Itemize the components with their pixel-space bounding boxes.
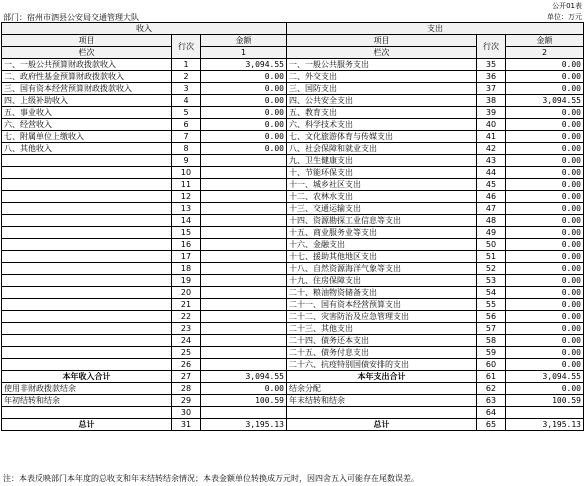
expense-amount: 0.00 bbox=[506, 191, 584, 203]
unit-label: 单位：万元 bbox=[547, 13, 582, 21]
expense-line-number: 54 bbox=[477, 287, 506, 299]
expense-line-number: 49 bbox=[477, 227, 506, 239]
income-line-number: 15 bbox=[172, 227, 201, 239]
expense-item: 二十六、抗疫特别国债安排的支出 bbox=[287, 359, 477, 371]
income-line-number: 28 bbox=[172, 383, 201, 395]
expense-item: 十六、金融支出 bbox=[287, 239, 477, 251]
expense-item: 十九、住房保障支出 bbox=[287, 275, 477, 287]
income-line-number: 25 bbox=[172, 347, 201, 359]
table-row bbox=[2, 71, 584, 83]
table-row bbox=[2, 263, 584, 275]
expense-line-number: 44 bbox=[477, 167, 506, 179]
income-line-number: 27 bbox=[172, 371, 201, 383]
income-line-header: 行次 bbox=[172, 35, 201, 59]
income-item bbox=[2, 191, 172, 203]
expense-line-number: 43 bbox=[477, 155, 506, 167]
expense-line-number: 53 bbox=[477, 275, 506, 287]
table-row bbox=[2, 299, 584, 311]
income-item bbox=[2, 227, 172, 239]
table-row bbox=[2, 311, 584, 323]
expense-item: 五、教育支出 bbox=[287, 107, 477, 119]
income-amount bbox=[201, 203, 287, 215]
income-line-number: 11 bbox=[172, 179, 201, 191]
expense-line-number: 64 bbox=[477, 407, 506, 419]
income-line-number: 31 bbox=[172, 419, 201, 431]
expense-item: 八、社会保障和就业支出 bbox=[287, 143, 477, 155]
income-line-number: 26 bbox=[172, 359, 201, 371]
total-row bbox=[2, 407, 584, 419]
income-item: 七、附属单位上缴收入 bbox=[2, 131, 172, 143]
table-row bbox=[2, 335, 584, 347]
expense-item: 三、国防支出 bbox=[287, 83, 477, 95]
expense-amount: 0.00 bbox=[506, 83, 584, 95]
table-row bbox=[2, 227, 584, 239]
table-row bbox=[2, 359, 584, 371]
expense-item: 六、科学技术支出 bbox=[287, 119, 477, 131]
table-row bbox=[2, 167, 584, 179]
income-item: 三、国有资本经营预算财政拨款收入 bbox=[2, 83, 172, 95]
income-item bbox=[2, 275, 172, 287]
expense-line-number: 50 bbox=[477, 239, 506, 251]
expense-line-number: 47 bbox=[477, 203, 506, 215]
expense-item: 七、文化旅游体育与传媒支出 bbox=[287, 131, 477, 143]
income-item: 六、经营收入 bbox=[2, 119, 172, 131]
expense-line-number: 51 bbox=[477, 251, 506, 263]
table-row bbox=[2, 107, 584, 119]
income-total-label: 使用非财政拨款结余 bbox=[2, 383, 172, 395]
income-amount bbox=[201, 299, 287, 311]
table-row bbox=[2, 95, 584, 107]
expense-column-number: 2 bbox=[506, 47, 584, 59]
income-item: 五、事业收入 bbox=[2, 107, 172, 119]
table-row bbox=[2, 59, 584, 71]
income-line-number: 24 bbox=[172, 335, 201, 347]
header-row-section bbox=[2, 23, 584, 35]
income-line-number: 22 bbox=[172, 311, 201, 323]
income-amount bbox=[201, 275, 287, 287]
expense-item: 四、公共安全支出 bbox=[287, 95, 477, 107]
income-amount bbox=[201, 155, 287, 167]
expense-item: 二十一、国有资本经营预算支出 bbox=[287, 299, 477, 311]
expense-amount: 0.00 bbox=[506, 203, 584, 215]
table-row bbox=[2, 143, 584, 155]
income-item bbox=[2, 215, 172, 227]
income-amount bbox=[201, 227, 287, 239]
expense-item: 二十四、债务还本支出 bbox=[287, 335, 477, 347]
expense-amount: 0.00 bbox=[506, 119, 584, 131]
expense-line-number: 62 bbox=[477, 383, 506, 395]
expense-total-label: 年末结转和结余 bbox=[287, 395, 477, 407]
expense-amount: 0.00 bbox=[506, 227, 584, 239]
table-row bbox=[2, 215, 584, 227]
expense-line-number: 36 bbox=[477, 71, 506, 83]
income-amount: 0.00 bbox=[201, 95, 287, 107]
expense-item: 十五、商业服务业等支出 bbox=[287, 227, 477, 239]
expense-total-label: 总计 bbox=[287, 419, 477, 431]
expense-total-amount bbox=[506, 407, 584, 419]
income-item: 一、一般公共预算财政拨款收入 bbox=[2, 59, 172, 71]
expense-amount: 0.00 bbox=[506, 275, 584, 287]
income-line-number: 2 bbox=[172, 71, 201, 83]
income-item bbox=[2, 287, 172, 299]
expense-header: 支出 bbox=[287, 23, 584, 35]
expense-line-number: 41 bbox=[477, 131, 506, 143]
expense-line-number: 48 bbox=[477, 215, 506, 227]
expense-line-number: 37 bbox=[477, 83, 506, 95]
expense-item: 十、节能环保支出 bbox=[287, 167, 477, 179]
expense-line-number: 55 bbox=[477, 299, 506, 311]
expense-item: 十八、自然资源海洋气象等支出 bbox=[287, 263, 477, 275]
expense-line-number: 56 bbox=[477, 311, 506, 323]
income-item bbox=[2, 203, 172, 215]
total-row bbox=[2, 383, 584, 395]
income-amount: 0.00 bbox=[201, 143, 287, 155]
expense-item: 二十二、灾害防治及应急管理支出 bbox=[287, 311, 477, 323]
expense-amount: 0.00 bbox=[506, 155, 584, 167]
expense-total-amount: 100.59 bbox=[506, 395, 584, 407]
expense-item: 十二、农林水支出 bbox=[287, 191, 477, 203]
income-line-number: 4 bbox=[172, 95, 201, 107]
income-line-number: 9 bbox=[172, 155, 201, 167]
expense-amount: 0.00 bbox=[506, 347, 584, 359]
income-amount bbox=[201, 251, 287, 263]
expense-item: 二十、粮油物资储备支出 bbox=[287, 287, 477, 299]
income-total-label bbox=[2, 407, 172, 419]
expense-amount: 0.00 bbox=[506, 251, 584, 263]
income-amount: 0.00 bbox=[201, 131, 287, 143]
expense-total-amount: 3,094.55 bbox=[506, 371, 584, 383]
income-item bbox=[2, 155, 172, 167]
expense-column-label: 栏次 bbox=[287, 47, 477, 59]
income-item bbox=[2, 323, 172, 335]
income-column-label: 栏次 bbox=[2, 47, 172, 59]
expense-line-number: 42 bbox=[477, 143, 506, 155]
income-amount bbox=[201, 215, 287, 227]
total-row bbox=[2, 371, 584, 383]
expense-line-number: 35 bbox=[477, 59, 506, 71]
footnote: 注：本表反映部门本年度的总收支和年末结转结余情况；本表金额单位转换成万元时，因四舍五入可能存在尾数误差。 bbox=[3, 474, 419, 483]
table-row bbox=[2, 239, 584, 251]
total-row bbox=[2, 419, 584, 431]
expense-amount: 0.00 bbox=[506, 179, 584, 191]
income-line-number: 13 bbox=[172, 203, 201, 215]
expense-total-label: 结余分配 bbox=[287, 383, 477, 395]
income-line-number: 21 bbox=[172, 299, 201, 311]
table-row bbox=[2, 119, 584, 131]
income-amount-header: 金额 bbox=[201, 35, 287, 47]
expense-item: 二、外交支出 bbox=[287, 71, 477, 83]
income-line-number: 23 bbox=[172, 323, 201, 335]
income-amount bbox=[201, 347, 287, 359]
income-amount bbox=[201, 359, 287, 371]
report-code: 公开01表 bbox=[552, 2, 582, 10]
expense-total-label bbox=[287, 407, 477, 419]
expense-item: 十七、援助其他地区支出 bbox=[287, 251, 477, 263]
income-line-number: 10 bbox=[172, 167, 201, 179]
income-amount bbox=[201, 179, 287, 191]
expense-line-number: 52 bbox=[477, 263, 506, 275]
income-item: 二、政府性基金预算财政拨款收入 bbox=[2, 71, 172, 83]
table-row bbox=[2, 191, 584, 203]
income-line-number: 18 bbox=[172, 263, 201, 275]
income-amount: 0.00 bbox=[201, 83, 287, 95]
income-line-number: 6 bbox=[172, 119, 201, 131]
income-amount bbox=[201, 191, 287, 203]
income-column-number: 1 bbox=[201, 47, 287, 59]
expense-amount: 0.00 bbox=[506, 359, 584, 371]
table-row bbox=[2, 251, 584, 263]
table-row bbox=[2, 179, 584, 191]
expense-item: 二十三、其他支出 bbox=[287, 323, 477, 335]
income-item bbox=[2, 179, 172, 191]
expense-total-amount: 3,195.13 bbox=[506, 419, 584, 431]
income-amount: 0.00 bbox=[201, 119, 287, 131]
income-line-number: 19 bbox=[172, 275, 201, 287]
expense-amount: 0.00 bbox=[506, 107, 584, 119]
expense-amount: 0.00 bbox=[506, 299, 584, 311]
expense-amount: 0.00 bbox=[506, 131, 584, 143]
income-item bbox=[2, 359, 172, 371]
expense-amount: 0.00 bbox=[506, 143, 584, 155]
expense-amount: 0.00 bbox=[506, 287, 584, 299]
income-amount: 0.00 bbox=[201, 107, 287, 119]
income-amount bbox=[201, 311, 287, 323]
expense-amount: 0.00 bbox=[506, 59, 584, 71]
income-item-header: 项目 bbox=[2, 35, 172, 47]
income-item bbox=[2, 263, 172, 275]
expense-total-amount: 0.00 bbox=[506, 383, 584, 395]
income-total-amount: 0.00 bbox=[201, 383, 287, 395]
expense-item: 二十五、债务付息支出 bbox=[287, 347, 477, 359]
expense-amount: 0.00 bbox=[506, 311, 584, 323]
income-line-number: 14 bbox=[172, 215, 201, 227]
income-item bbox=[2, 311, 172, 323]
income-item bbox=[2, 167, 172, 179]
table-row bbox=[2, 155, 584, 167]
expense-line-number: 46 bbox=[477, 191, 506, 203]
expense-amount: 0.00 bbox=[506, 335, 584, 347]
expense-amount: 0.00 bbox=[506, 323, 584, 335]
table-row bbox=[2, 323, 584, 335]
income-line-number: 12 bbox=[172, 191, 201, 203]
income-total-label: 年初结转和结余 bbox=[2, 395, 172, 407]
expense-line-number: 45 bbox=[477, 179, 506, 191]
header-row-columns bbox=[2, 35, 584, 47]
income-total-amount: 3,094.55 bbox=[201, 371, 287, 383]
table-row bbox=[2, 203, 584, 215]
table-row bbox=[2, 287, 584, 299]
income-line-number: 7 bbox=[172, 131, 201, 143]
income-amount: 0.00 bbox=[201, 71, 287, 83]
income-total-amount: 3,195.13 bbox=[201, 419, 287, 431]
expense-line-number: 59 bbox=[477, 347, 506, 359]
income-amount bbox=[201, 263, 287, 275]
expense-amount: 0.00 bbox=[506, 71, 584, 83]
expense-amount: 0.00 bbox=[506, 167, 584, 179]
income-item: 四、上级补助收入 bbox=[2, 95, 172, 107]
table-row bbox=[2, 131, 584, 143]
expense-amount: 0.00 bbox=[506, 263, 584, 275]
income-amount bbox=[201, 287, 287, 299]
expense-line-number: 63 bbox=[477, 395, 506, 407]
department-label: 部门：宿州市泗县公安局交通管理大队 bbox=[3, 13, 139, 22]
income-item: 八、其他收入 bbox=[2, 143, 172, 155]
expense-line-number: 60 bbox=[477, 359, 506, 371]
expense-line-header: 行次 bbox=[477, 35, 506, 59]
income-total-label: 总计 bbox=[2, 419, 172, 431]
expense-amount-header: 金额 bbox=[506, 35, 584, 47]
income-header: 收入 bbox=[2, 23, 287, 35]
expense-item: 十一、城乡社区支出 bbox=[287, 179, 477, 191]
total-row bbox=[2, 395, 584, 407]
expense-line-number: 40 bbox=[477, 119, 506, 131]
income-amount bbox=[201, 167, 287, 179]
expense-item: 十四、资源勘探工业信息等支出 bbox=[287, 215, 477, 227]
income-item bbox=[2, 335, 172, 347]
expense-total-label: 本年支出合计 bbox=[287, 371, 477, 383]
income-line-number: 8 bbox=[172, 143, 201, 155]
expense-line-number: 61 bbox=[477, 371, 506, 383]
table-row bbox=[2, 83, 584, 95]
table-row bbox=[2, 275, 584, 287]
table-row bbox=[2, 347, 584, 359]
income-item bbox=[2, 299, 172, 311]
income-amount bbox=[201, 335, 287, 347]
income-line-number: 20 bbox=[172, 287, 201, 299]
expense-item: 九、卫生健康支出 bbox=[287, 155, 477, 167]
expense-item-header: 项目 bbox=[287, 35, 477, 47]
expense-item: 一、一般公共服务支出 bbox=[287, 59, 477, 71]
expense-line-number: 57 bbox=[477, 323, 506, 335]
income-amount bbox=[201, 239, 287, 251]
income-amount: 3,094.55 bbox=[201, 59, 287, 71]
income-item bbox=[2, 347, 172, 359]
expense-line-number: 58 bbox=[477, 335, 506, 347]
income-total-amount: 100.59 bbox=[201, 395, 287, 407]
income-total-amount bbox=[201, 407, 287, 419]
income-line-number: 29 bbox=[172, 395, 201, 407]
expense-line-number: 65 bbox=[477, 419, 506, 431]
income-line-number: 30 bbox=[172, 407, 201, 419]
income-line-number: 3 bbox=[172, 83, 201, 95]
income-line-number: 5 bbox=[172, 107, 201, 119]
income-item bbox=[2, 251, 172, 263]
income-line-number: 17 bbox=[172, 251, 201, 263]
income-item bbox=[2, 239, 172, 251]
income-line-number: 16 bbox=[172, 239, 201, 251]
expense-amount: 0.00 bbox=[506, 239, 584, 251]
expense-line-number: 39 bbox=[477, 107, 506, 119]
expense-amount: 3,094.55 bbox=[506, 95, 584, 107]
expense-amount: 0.00 bbox=[506, 215, 584, 227]
expense-item: 十三、交通运输支出 bbox=[287, 203, 477, 215]
income-amount bbox=[201, 323, 287, 335]
budget-table bbox=[1, 22, 584, 431]
income-line-number: 1 bbox=[172, 59, 201, 71]
income-total-label: 本年收入合计 bbox=[2, 371, 172, 383]
expense-line-number: 38 bbox=[477, 95, 506, 107]
